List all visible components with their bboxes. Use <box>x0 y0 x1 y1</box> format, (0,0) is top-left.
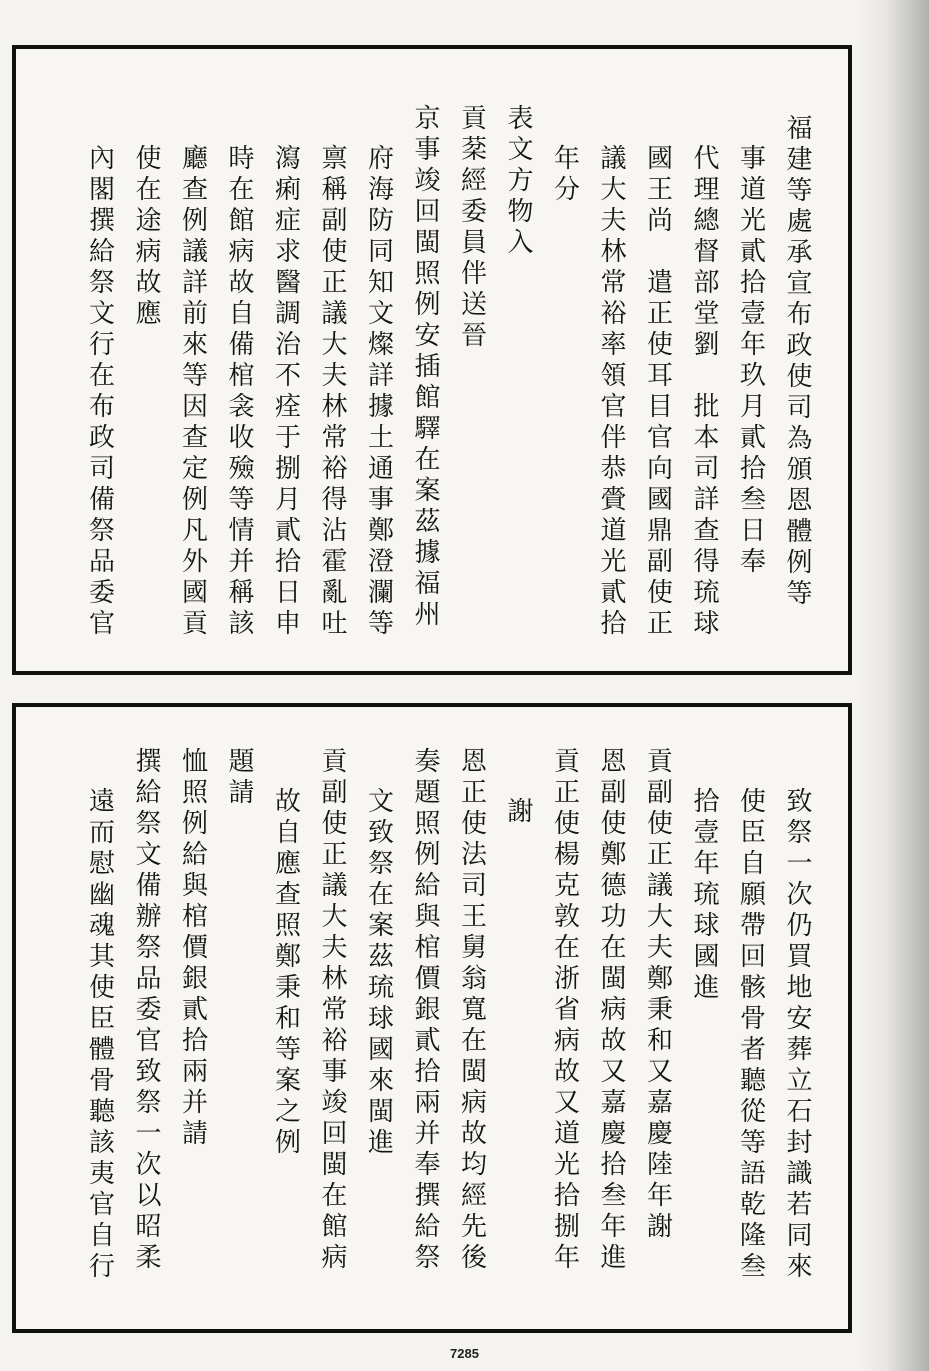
page-edge-shadow <box>859 0 929 1371</box>
text-column: 使臣自願帶回骸骨者聽從等語乾隆叁 <box>735 787 766 1283</box>
text-column: 故自應查照鄭秉和等案之例 <box>270 787 301 1159</box>
text-column: 內閣撰給祭文行在布政司備祭品委官 <box>84 144 115 640</box>
text-column: 遠而慰幽魂其使臣體骨聽該夷官自行 <box>84 787 115 1283</box>
text-column: 代理總督部堂劉 批本司詳查得琉球 <box>689 144 719 640</box>
text-column: 文致祭在案茲琉球國來閩進 <box>363 787 394 1159</box>
text-column: 表文方物入 <box>503 104 533 259</box>
text-column: 廳查例議詳前來等因查定例凡外國貢 <box>177 144 208 640</box>
text-column: 事道光貳拾壹年玖月貳拾叁日奉 <box>735 144 766 578</box>
text-column: 貢副使正議大夫鄭秉和又嘉慶陸年謝 <box>642 747 673 1243</box>
text-column: 題請 <box>224 747 254 809</box>
text-column: 拾壹年琉球國進 <box>689 787 719 1004</box>
text-column: 奏題照例給與棺價銀貳拾兩并奉撰給祭 <box>410 747 440 1274</box>
document-panel-top <box>12 45 852 675</box>
text-column: 國王尚 遣正使耳目官向國鼎副使正 <box>642 144 673 640</box>
text-column: 恩副使鄭德功在閩病故又嘉慶拾叁年進 <box>596 747 626 1274</box>
text-column: 貢正使楊克敦在浙省病故又道光拾捌年 <box>549 747 580 1274</box>
text-column: 府海防同知文燦詳據土通事鄭澄瀾等 <box>363 144 394 640</box>
text-column: 謝 <box>503 797 533 828</box>
text-column: 京事竣回閩照例安插館驛在案茲據福州 <box>410 104 440 631</box>
text-column: 恤照例給與棺價銀貳拾兩并請 <box>177 747 208 1150</box>
text-column: 使在途病故應 <box>131 144 161 330</box>
text-column: 貢棻經委員伴送晉 <box>456 104 487 352</box>
text-column: 禀稱副使正議大夫林常裕得沾霍亂吐 <box>317 144 347 640</box>
text-column: 議大夫林常裕率領官伴恭賫道光貳拾 <box>596 144 626 640</box>
text-column: 年分 <box>549 144 580 206</box>
text-column: 時在館病故自備棺衾收殮等情并稱該 <box>224 144 254 640</box>
text-column: 致祭一次仍買地安葬立石封識若同來 <box>782 787 812 1283</box>
text-column: 瀉痢症求醫調治不痊于捌月貳拾日申 <box>270 144 301 640</box>
page-number: 7285 <box>450 1346 479 1361</box>
text-column: 恩正使法司王舅翁寬在閩病故均經先後 <box>456 747 487 1274</box>
text-column: 貢副使正議大夫林常裕事竣回閩在館病 <box>317 747 347 1274</box>
text-column: 撰給祭文備辦祭品委官致祭一次以昭柔 <box>131 747 161 1274</box>
document-panel-bottom <box>12 703 852 1333</box>
text-column: 福建等處承宣布政使司為頒恩體例等 <box>782 114 812 610</box>
